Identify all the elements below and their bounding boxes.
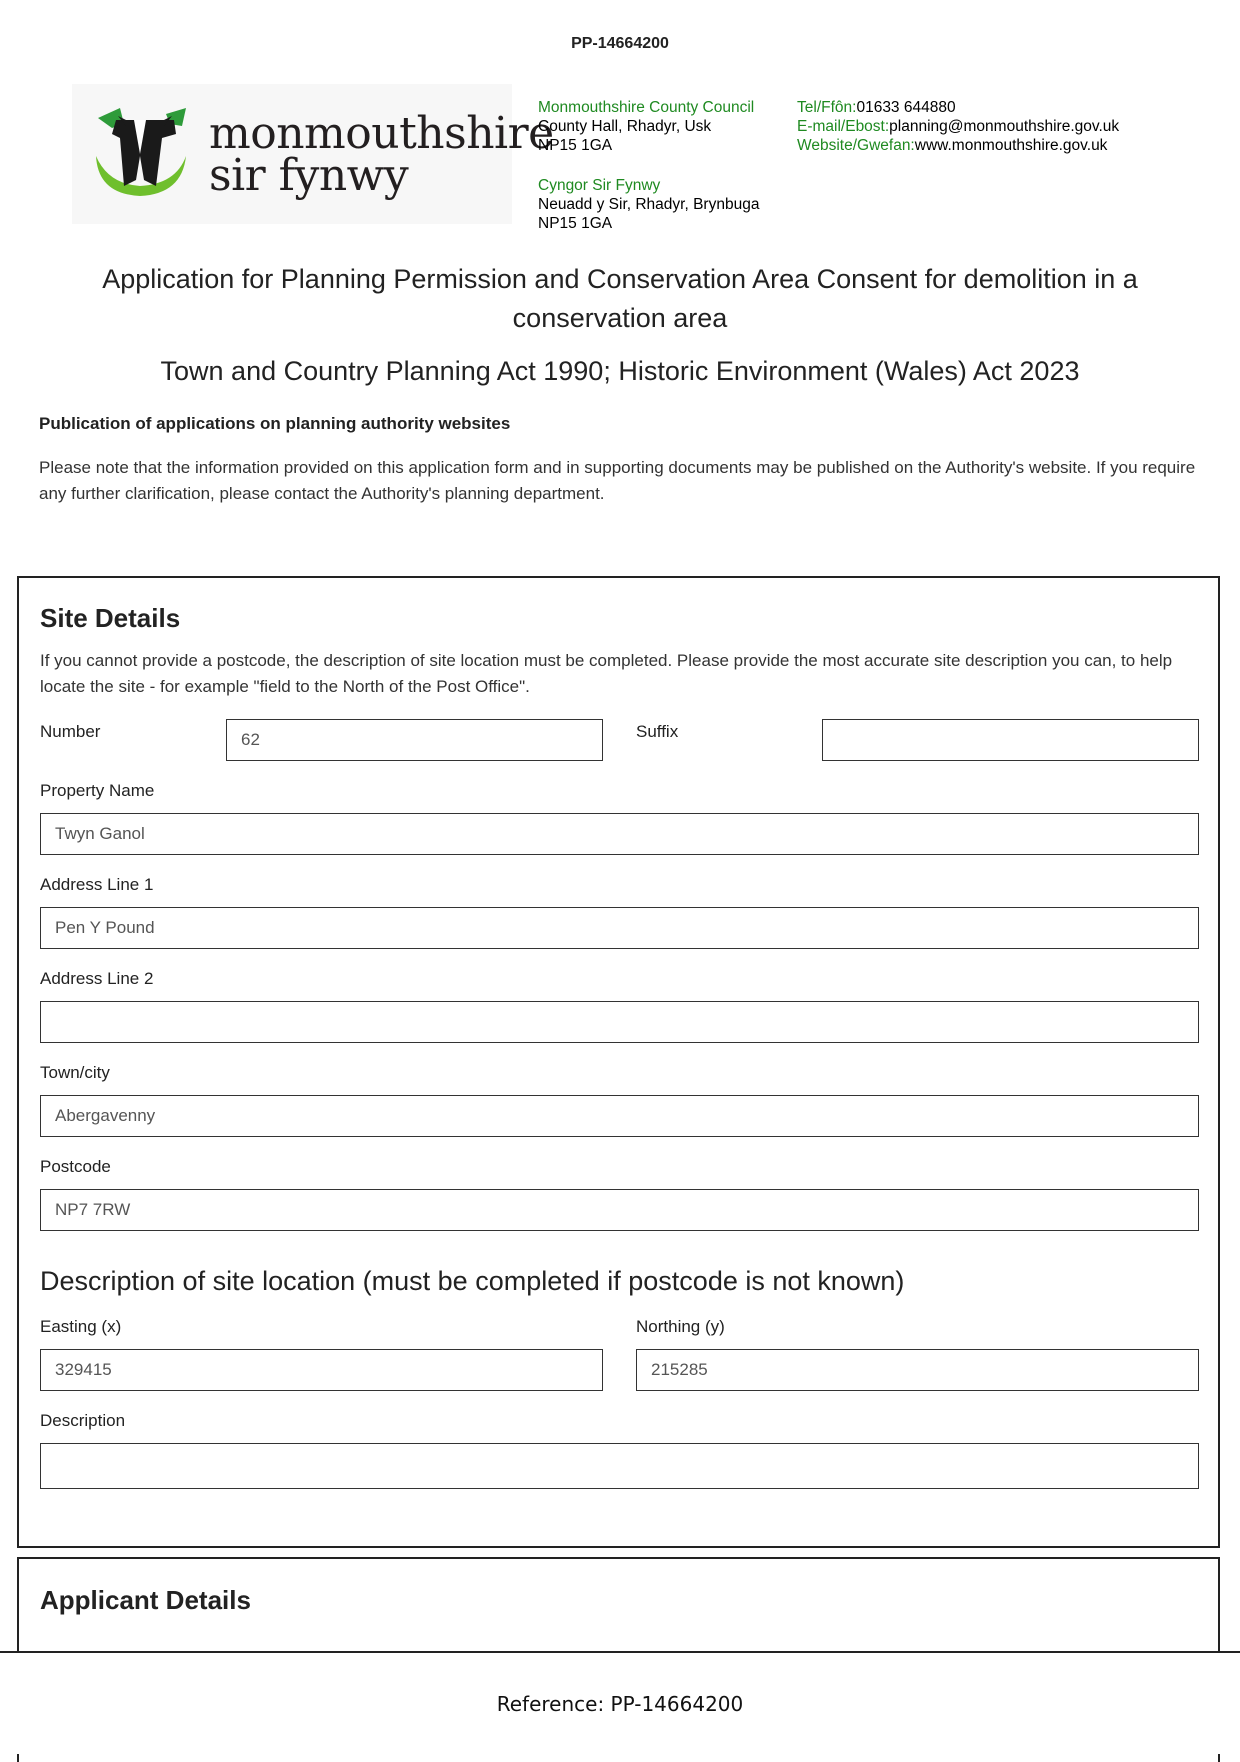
description-input[interactable]: [40, 1443, 1199, 1489]
description-label: Description: [40, 1411, 126, 1430]
logo-wordmark-english: monmouthshire: [209, 108, 554, 159]
easting-input[interactable]: [40, 1349, 603, 1391]
northing-input[interactable]: [636, 1349, 1199, 1391]
postcode-label: Postcode: [40, 1157, 111, 1176]
address-line-2-label: Address Line 2: [40, 969, 154, 988]
address-postcode: NP15 1GA: [538, 137, 613, 154]
site-details-title: Site Details: [40, 603, 181, 633]
council-name-english: Monmouthshire County Council: [538, 99, 755, 116]
applicant-details-title: Applicant Details: [40, 1585, 251, 1615]
website-link[interactable]: www.monmouthshire.gov.uk: [914, 137, 1108, 154]
publication-notice: Please note that the information provided on this application form and in supporting documents may be published on the Authority's website. If you require any further clarification, please contact the Authority's planning department.: [39, 458, 1196, 503]
site-location-heading: Description of site location (must be completed if postcode is not known): [40, 1266, 905, 1296]
council-address-welsh: [538, 176, 759, 233]
property-name-label: Property Name: [40, 781, 155, 800]
footer-divider: [0, 1651, 1240, 1653]
number-label: Number: [40, 722, 101, 741]
council-contact: [797, 98, 1119, 155]
document-subtitle: Town and Country Planning Act 1990; Historic Environment (Wales) Act 2023: [160, 356, 1080, 386]
suffix-input[interactable]: [822, 719, 1199, 761]
monmouthshire-emblem-icon: [90, 104, 200, 204]
address-line-1-label: Address Line 1: [40, 875, 154, 894]
contact-website: Website/Gwefan:www.monmouthshire.gov.uk: [797, 137, 1108, 154]
email-link[interactable]: planning@monmouthshire.gov.uk: [889, 118, 1120, 135]
publication-heading: Publication of applications on planning authority websites: [39, 414, 511, 433]
council-address-english: [538, 98, 754, 155]
town-city-input[interactable]: [40, 1095, 1199, 1137]
property-name-input[interactable]: [40, 813, 1199, 855]
address-line-1-input[interactable]: [40, 907, 1199, 949]
logo-wordmark-welsh: sir fynwy: [209, 150, 409, 201]
town-city-label: Town/city: [40, 1063, 110, 1082]
postcode-input[interactable]: [40, 1189, 1199, 1231]
footer-reference: Reference: PP-14664200: [496, 1692, 744, 1716]
document-title: Application for Planning Permission and Conservation Area Consent for demolition in a conservation area: [102, 264, 1138, 333]
address-line-2-input[interactable]: [40, 1001, 1199, 1043]
suffix-label: Suffix: [636, 722, 679, 741]
contact-email: E-mail/Ebost:planning@monmouthshire.gov.uk: [797, 118, 1120, 135]
contact-telephone: Tel/Ffôn:01633 644880: [797, 99, 956, 116]
northing-label: Northing (y): [636, 1317, 725, 1336]
site-details-note: If you cannot provide a postcode, the description of site location must be completed. Please provide the most accurate site description you can, to help locate the site - for example "field to the North of the Post Office".: [40, 651, 1173, 696]
number-input[interactable]: [226, 719, 603, 761]
easting-label: Easting (x): [40, 1317, 122, 1336]
address-line: Neuadd y Sir, Rhadyr, Brynbuga: [538, 196, 760, 213]
address-line: County Hall, Rhadyr, Usk: [538, 118, 712, 135]
address-postcode: NP15 1GA: [538, 215, 613, 232]
council-name-welsh: Cyngor Sir Fynwy: [538, 177, 661, 194]
document-reference: PP-14664200: [571, 35, 669, 52]
council-logo: [72, 84, 554, 224]
